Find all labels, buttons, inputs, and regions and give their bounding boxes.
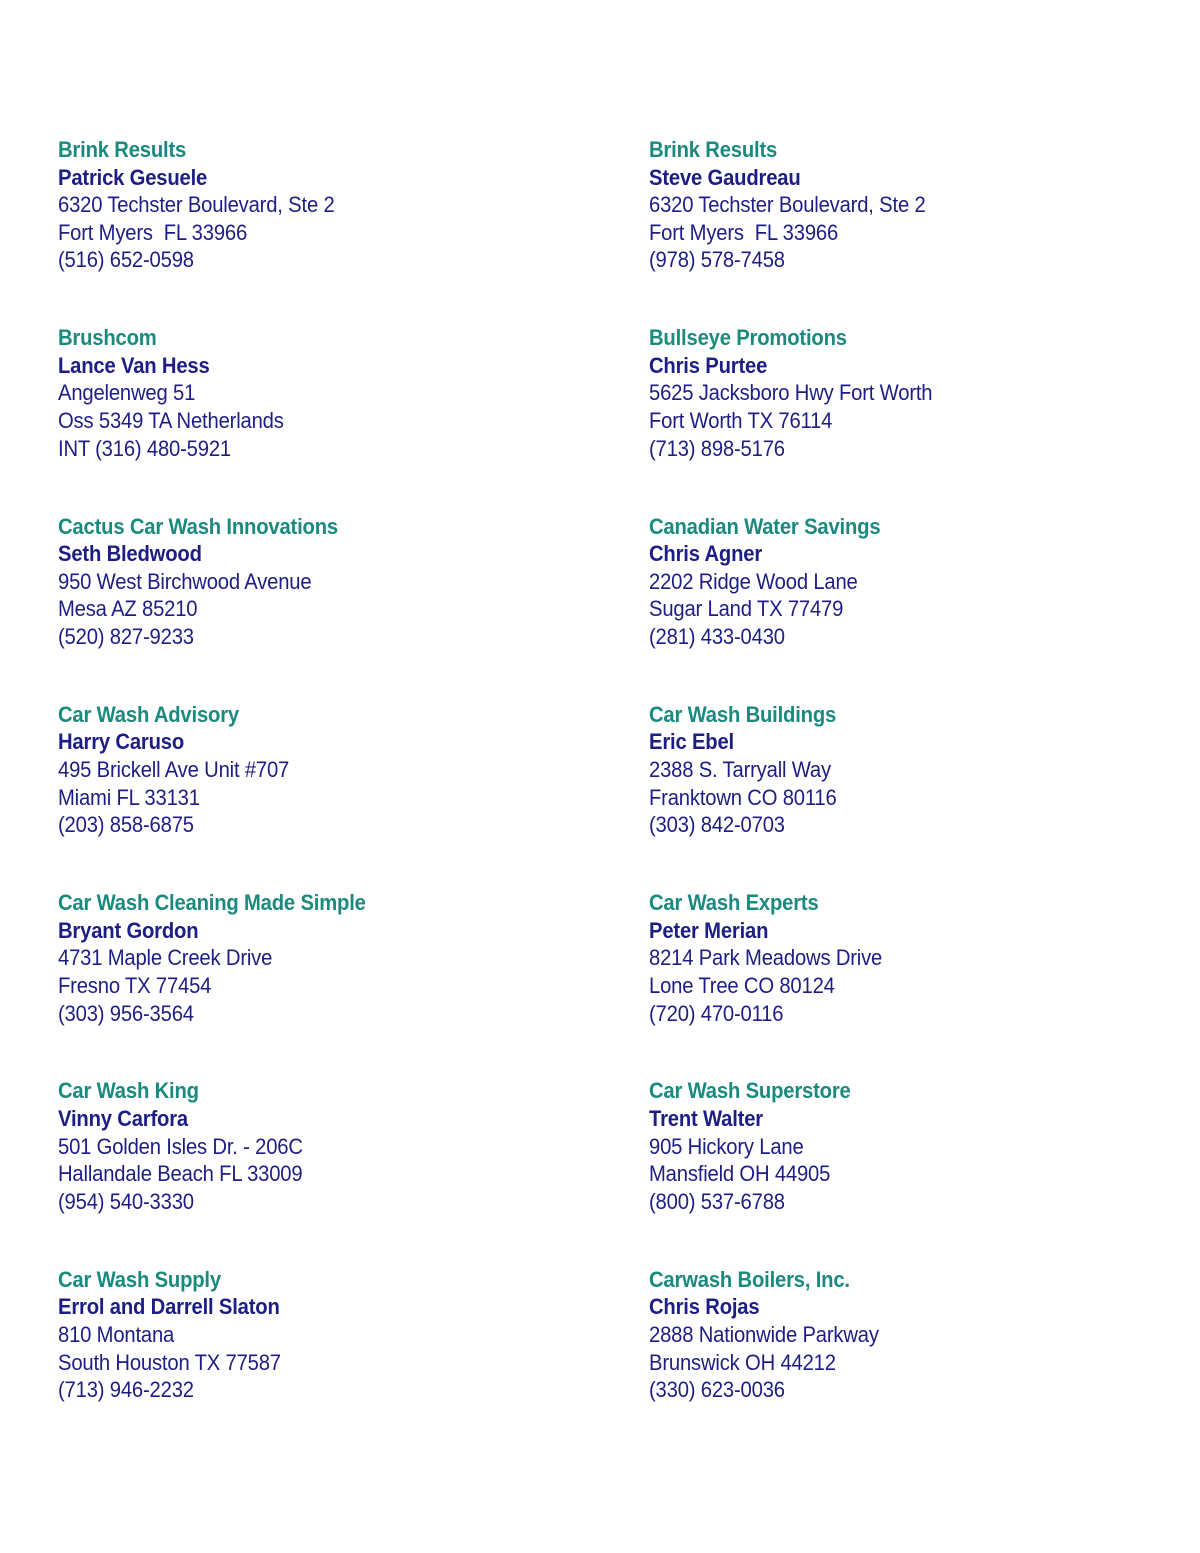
phone-number: (713) 946-2232 bbox=[58, 1377, 194, 1403]
vendor-entry bbox=[649, 513, 1117, 701]
vendor-entry bbox=[649, 136, 1117, 324]
vendor-entry bbox=[58, 889, 602, 1077]
city-state-zip: Mesa AZ 85210 bbox=[58, 596, 198, 622]
vendor-entry bbox=[58, 513, 602, 701]
vendor-entry bbox=[58, 136, 602, 324]
vendor-entry bbox=[58, 1077, 602, 1265]
street-address: 2888 Nationwide Parkway bbox=[649, 1321, 879, 1347]
street-address: 6320 Techster Boulevard, Ste 2 bbox=[58, 192, 335, 218]
phone-number: (281) 433-0430 bbox=[649, 623, 785, 649]
city-state-zip: Fort Myers FL 33966 bbox=[649, 219, 839, 245]
phone-number: (800) 537-6788 bbox=[649, 1188, 785, 1214]
contact-name: Seth Bledwood bbox=[58, 541, 202, 567]
city-state-zip: Lone Tree CO 80124 bbox=[649, 972, 835, 998]
vendor-entry bbox=[58, 701, 602, 889]
vendor-entry bbox=[649, 324, 1117, 512]
city-state-zip: Sugar Land TX 77479 bbox=[649, 596, 844, 622]
street-address: 8214 Park Meadows Drive bbox=[649, 945, 883, 971]
street-address: 2388 S. Tarryall Way bbox=[649, 757, 831, 783]
company-name: Car Wash King bbox=[58, 1078, 199, 1104]
street-address: 501 Golden Isles Dr. - 206C bbox=[58, 1133, 303, 1159]
company-name: Canadian Water Savings bbox=[649, 513, 881, 539]
company-name: Car Wash Experts bbox=[649, 890, 819, 916]
phone-number: (954) 540-3330 bbox=[58, 1188, 194, 1214]
company-name: Car Wash Supply bbox=[58, 1266, 221, 1292]
street-address: Angelenweg 51 bbox=[58, 380, 196, 406]
street-address: 810 Montana bbox=[58, 1321, 175, 1347]
street-address: 6320 Techster Boulevard, Ste 2 bbox=[649, 192, 926, 218]
city-state-zip: Brunswick OH 44212 bbox=[649, 1349, 836, 1375]
company-name: Brushcom bbox=[58, 325, 157, 351]
street-address: 950 West Birchwood Avenue bbox=[58, 568, 312, 594]
city-state-zip: Miami FL 33131 bbox=[58, 784, 200, 810]
company-name: Bullseye Promotions bbox=[649, 325, 847, 351]
contact-name: Lance Van Hess bbox=[58, 352, 210, 378]
vendor-entry bbox=[649, 701, 1117, 889]
contact-name: Vinny Carfora bbox=[58, 1106, 188, 1132]
company-name: Carwash Boilers, Inc. bbox=[649, 1266, 850, 1292]
phone-number: (520) 827-9233 bbox=[58, 623, 194, 649]
contact-name: Chris Purtee bbox=[649, 352, 768, 378]
city-state-zip: Mansfield OH 44905 bbox=[649, 1161, 831, 1187]
phone-number: (978) 578-7458 bbox=[649, 247, 785, 273]
phone-number: (203) 858-6875 bbox=[58, 812, 194, 838]
city-state-zip: Fort Myers FL 33966 bbox=[58, 219, 248, 245]
company-name: Car Wash Advisory bbox=[58, 701, 239, 727]
vendor-entry bbox=[58, 324, 602, 512]
company-name: Cactus Car Wash Innovations bbox=[58, 513, 338, 539]
phone-number: (303) 956-3564 bbox=[58, 1000, 194, 1026]
phone-number: (303) 842-0703 bbox=[649, 812, 785, 838]
phone-number: (713) 898-5176 bbox=[649, 435, 785, 461]
contact-name: Chris Agner bbox=[649, 541, 763, 567]
contact-name: Chris Rojas bbox=[649, 1294, 760, 1320]
company-name: Car Wash Superstore bbox=[649, 1078, 851, 1104]
company-name: Brink Results bbox=[649, 137, 778, 162]
vendor-directory bbox=[58, 136, 1158, 1454]
contact-name: Harry Caruso bbox=[58, 729, 185, 755]
company-name: Car Wash Cleaning Made Simple bbox=[58, 890, 366, 916]
contact-name: Errol and Darrell Slaton bbox=[58, 1294, 280, 1320]
vendor-entry bbox=[58, 1266, 602, 1454]
street-address: 5625 Jacksboro Hwy Fort Worth bbox=[649, 380, 933, 406]
street-address: 495 Brickell Ave Unit #707 bbox=[58, 757, 290, 783]
city-state-zip: Oss 5349 TA Netherlands bbox=[58, 408, 284, 434]
street-address: 4731 Maple Creek Drive bbox=[58, 945, 273, 971]
vendor-entry bbox=[649, 889, 1117, 1077]
city-state-zip: Franktown CO 80116 bbox=[649, 784, 837, 810]
city-state-zip: Hallandale Beach FL 33009 bbox=[58, 1161, 303, 1187]
street-address: 2202 Ridge Wood Lane bbox=[649, 568, 858, 594]
phone-number: (720) 470-0116 bbox=[649, 1000, 784, 1026]
company-name: Brink Results bbox=[58, 137, 187, 162]
contact-name: Steve Gaudreau bbox=[649, 164, 801, 190]
city-state-zip: Fort Worth TX 76114 bbox=[649, 408, 833, 434]
vendor-entry bbox=[649, 1266, 1117, 1454]
phone-number: INT (316) 480-5921 bbox=[58, 435, 231, 461]
contact-name: Peter Merian bbox=[649, 917, 769, 943]
contact-name: Trent Walter bbox=[649, 1106, 764, 1132]
phone-number: (516) 652-0598 bbox=[58, 247, 194, 273]
street-address: 905 Hickory Lane bbox=[649, 1133, 804, 1159]
contact-name: Patrick Gesuele bbox=[58, 164, 208, 190]
phone-number: (330) 623-0036 bbox=[649, 1377, 785, 1403]
vendor-entry bbox=[649, 1077, 1117, 1265]
company-name: Car Wash Buildings bbox=[649, 701, 837, 727]
city-state-zip: South Houston TX 77587 bbox=[58, 1349, 281, 1375]
city-state-zip: Fresno TX 77454 bbox=[58, 972, 212, 998]
contact-name: Bryant Gordon bbox=[58, 917, 199, 943]
contact-name: Eric Ebel bbox=[649, 729, 734, 755]
